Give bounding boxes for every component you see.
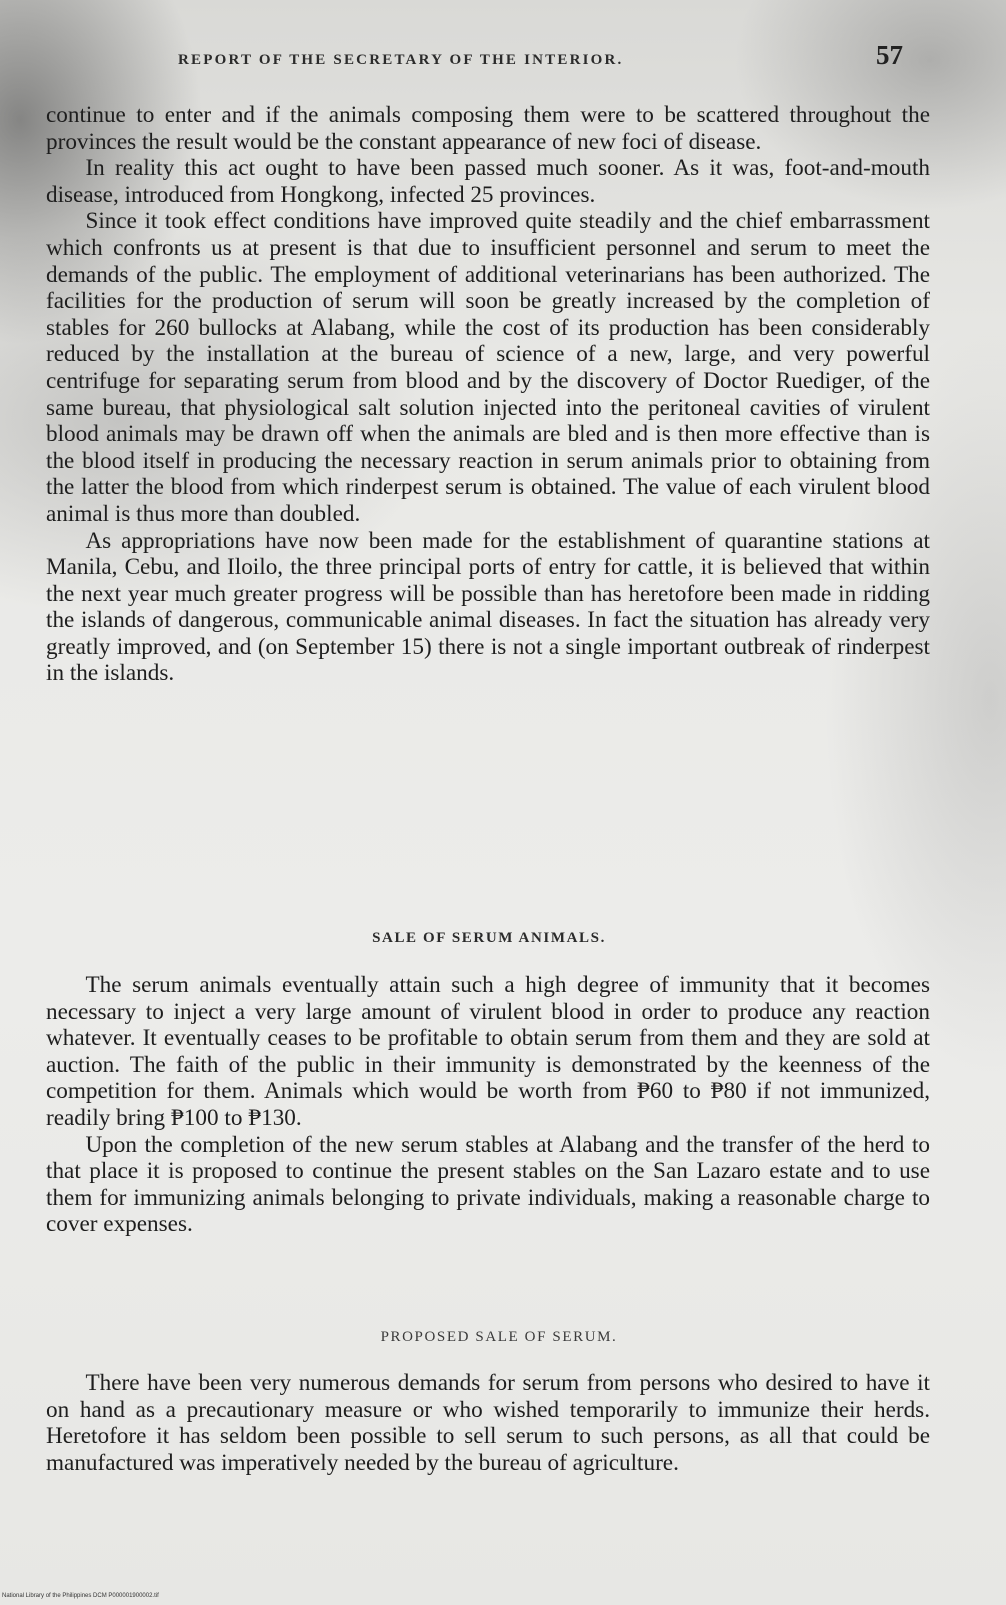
paragraph-quarantine-stations: As appropriations have now been made for the establishment of quarantine stations at Manila, Cebu, and Iloilo, the three principal ports of entry for cattle, it is believed that within the next year much greater progress will be possible than has heretofore been made in ridding the islands of dangerous, communicable animal diseases. In fact the situation has already very greatly improved, and (on September 15) there is not a single important outbreak of rinderpest in the islands. (46, 527, 930, 687)
body-text-block-intro (46, 102, 930, 687)
paragraph-serum-animals-immunity: The serum animals eventually attain such a high degree of immunity that it becomes necessary to inject a very large amount of virulent blood in order to produce any reaction whatever. It eventually ceases to be profitable to obtain serum from them and they are sold at auction. The faith of the public in their immunity is demonstrated by the keenness of the competition for them. Animals which would be worth from ₱60 to ₱80 if not immunized, readily bring ₱100 to ₱130. (46, 972, 930, 1131)
section-heading-proposed-sale-of-serum: PROPOSED SALE OF SERUM. (380, 1329, 618, 1345)
running-head: REPORT OF THE SECRETARY OF THE INTERIOR. (178, 52, 624, 68)
paragraph-conditions-improved: Since it took effect conditions have improved quite steadily and the chief embarrassment which confronts us at present is that due to insufficient personnel and serum to meet the demands of the public. The employment of additional veterinarians has been authorized. The facilities for the production of serum will soon be greatly increased by the completion of stables for 260 bullocks at Alabang, while the cost of its production has been considerably reduced by the installation at the bureau of science of a new, large, and very powerful centrifuge for separating serum from blood and by the discovery of Doctor Ruediger, of the same bureau, that physiological salt solution injected into the peritoneal cavities of virulent blood animals may be drawn off when the animals are bled and is then more effective than is the blood itself in producing the necessary reaction in serum animals prior to obtaining from the latter the blood from which rinderpest serum is obtained. The value of each virulent blood animal is thus more than doubled. (46, 208, 930, 527)
paragraph-foot-and-mouth: In reality this act ought to have been passed much sooner. As it was, foot-and-mouth disease, introduced from Hongkong, infected 25 provinces. (46, 155, 930, 208)
scan-credit-footer: National Library of the Philippines DCM P000001900002.tif (2, 1593, 159, 1599)
page-number: 57 (876, 40, 903, 70)
body-text-block-sale-of-serum-animals (46, 972, 930, 1238)
section-heading-sale-of-serum-animals: SALE OF SERUM ANIMALS. (372, 930, 606, 946)
paragraph-alabang-stables: Upon the completion of the new serum stables at Alabang and the transfer of the herd to that place it is proposed to continue the present stables on the San Lazaro estate and to use them for immunizing animals belonging to private individuals, making a reasonable charge to cover expenses. (46, 1131, 930, 1238)
paragraph-serum-demands: There have been very numerous demands for serum from persons who desired to have it on hand as a precautionary measure or who wished temporarily to immunize their herds. Heretofore it has seldom been possible to sell serum to such persons, as all that could be manufactured was imperatively needed by the bureau of agriculture. (46, 1370, 930, 1476)
body-text-block-proposed-sale-of-serum (46, 1370, 930, 1476)
paragraph-continuation: continue to enter and if the animals composing them were to be scattered throughout the provinces the result would be the constant appearance of new foci of disease. (46, 102, 930, 155)
